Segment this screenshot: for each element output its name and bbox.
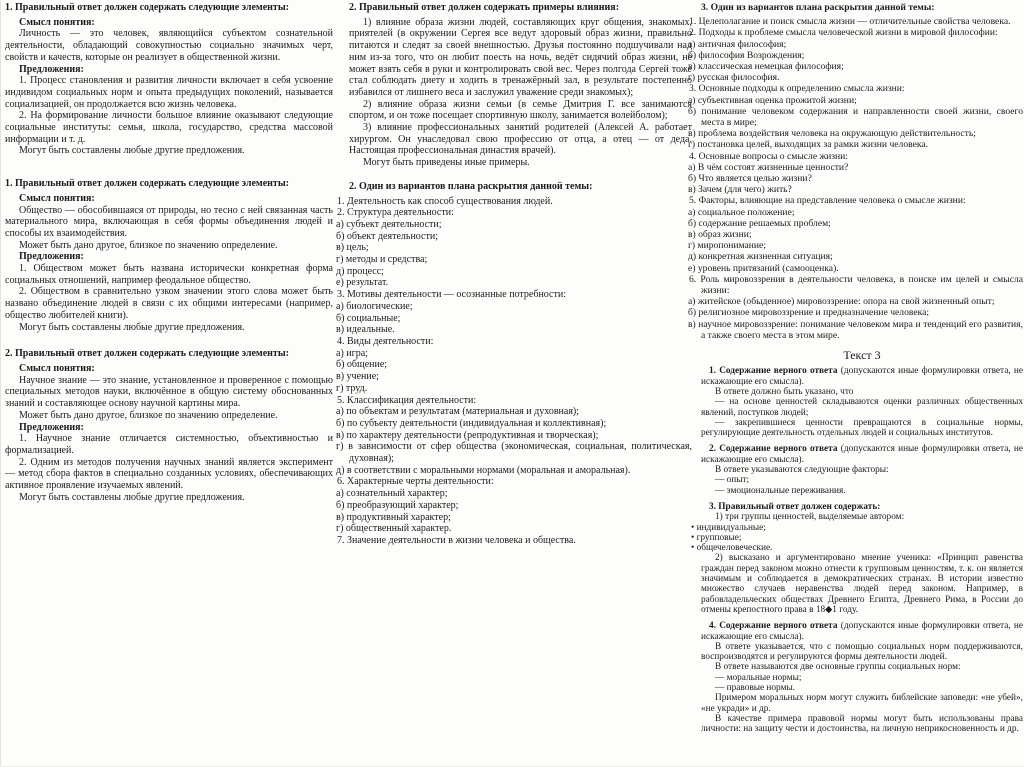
paragraph: Могут быть приведены иные примеры. xyxy=(363,157,530,169)
paragraph: Примером моральных норм могут служить библейские заповеди: «не убей», «не укради» и др. xyxy=(701,693,1023,714)
list-item-level1: 2. Подходы к проблеме смысла человеческой жизни в мировой философии: xyxy=(689,27,998,39)
paragraph: В ответе называются две основные группы социальных норм: xyxy=(715,662,961,673)
section-heading: 2. Правильный ответ должен содержать следующие элементы: xyxy=(5,348,289,360)
bold-run: 2. Содержание верного ответа xyxy=(709,444,838,455)
paragraph: В качестве примера правовой нормы могут быть использованы права личности: на защиту чести и достоинства, на личную неприкосновенность и др. xyxy=(701,713,1023,735)
bullet-item: • общечеловеческие. xyxy=(691,543,773,554)
list-item-level2: а) В чём состоят жизненные ценности? xyxy=(688,161,849,173)
list-item-level2: в) цель; xyxy=(336,242,369,254)
list-item-level2: д) процесс; xyxy=(336,265,384,277)
paragraph: 1) три группы ценностей, выделяемые автором: xyxy=(715,512,905,523)
list-item-level2: б) содержание решаемых проблем; xyxy=(688,217,831,229)
list-item-level1: 1. Целеполагание и поиск смысла жизни — отличительные свойства человека. xyxy=(689,16,1011,28)
paragraph: 3) влияние профессиональных занятий родителей (Алексей А. работает хирургом. Он унаследовал свою профессию от отца, а отец — от деда. Настоящая профессиональная династия врачей). xyxy=(349,122,692,157)
list-item-level2: а) биологические; xyxy=(336,300,413,312)
paragraph: Научное знание — это знание, установленное и проверенное с помощью специальных методов науки, включённое в общую систему обоснованных знаний и составляющее основу научной картины мира. xyxy=(5,374,333,410)
paragraph: Могут быть составлены любые другие предложения. xyxy=(19,491,245,503)
paragraph: Может быть дано другое, близкое по значению определение. xyxy=(19,409,278,421)
paragraph: Могут быть составлены любые другие предложения. xyxy=(19,145,245,157)
text-block-title: Текст 3 xyxy=(843,348,881,363)
list-item-level2: в) Зачем (для чего) жить? xyxy=(688,184,792,196)
paragraph: 2) высказано и аргументировано мнение ученика: «Принцип равенства граждан перед законом можно отнести к групповым ценностям, т. к. он является значимым и соблюдается в демократических странах. В истории известно множество случаев неравенства людей перед законом. Например, в рабовладельческих обществах Древнего Египта, Древнего Рима, в России до отмены крепостного права в 18◆1 году. xyxy=(701,553,1023,615)
list-item-level2: д) в соответствии с моральными нормами (моральная и аморальная). xyxy=(336,464,631,476)
paragraph: — моральные нормы; xyxy=(715,672,802,683)
list-item-level1: 4. Виды деятельности: xyxy=(337,335,434,347)
list-item-level1: 5. Факторы, влияющие на представление человека о смысле жизни: xyxy=(689,195,966,207)
paragraph: 2. Одним из методов получения научных знаний является эксперимент — метод сбора фактов в специально созданных условиях, обеспечивающих активное проявление изучаемых явлений. xyxy=(5,456,333,492)
list-item-level2: г) общественный характер. xyxy=(336,523,452,535)
paragraph: — на основе ценностей складываются оценки различных общественных явлений, поступков людей; xyxy=(701,397,1023,418)
list-item-level2: г) постановка целей, выходящих за рамки жизни человека. xyxy=(688,139,929,151)
list-item-level2: б) по субъекту деятельности (индивидуальная и коллективная); xyxy=(336,417,607,429)
list-item-level2: е) уровень притязаний (самооценка). xyxy=(688,262,839,274)
paragraph: 2. Обществом в сравнительно узком значении этого слова может быть названо объединение людей в связи с их общими интересами (например, общество любителей книги). xyxy=(5,286,333,321)
subheading: Предложения: xyxy=(19,63,84,75)
answer-heading-paragraph: 4. Содержание верного ответа (допускаются иные формулировки ответа, не искажающие его смысла). xyxy=(701,621,1023,642)
bold-run: 1. Содержание верного ответа xyxy=(709,366,838,377)
paragraph: Личность — это человек, являющийся субъектом сознательной деятельности, обладающий совокупностью социально значимых черт, свойств и качеств, которые он реализует в общественной жизни. xyxy=(5,28,333,63)
section-heading: 2. Правильный ответ должен содержать примеры влияния: xyxy=(349,2,620,13)
paragraph: — правовые нормы. xyxy=(715,683,796,693)
answer-heading: 3. Правильный ответ должен содержать: xyxy=(709,501,881,512)
list-item-level2: а) житейское (обыденное) мировоззрение: опора на свой жизненный опыт; xyxy=(688,296,995,308)
list-item-level2: в) проблема воздействия человека на окружающую действительность; xyxy=(688,128,976,140)
list-item-level2: а) сознательный характер; xyxy=(336,488,448,500)
list-item-level2: в) учение; xyxy=(336,371,379,383)
list-item-level2: а) субъективная оценка прожитой жизни; xyxy=(688,94,857,106)
paragraph: 1) влияние образа жизни людей, составляющих круг общения, знакомых, приятелей (в окружении Сергея все ведут здоровый образ жизни, правильно питаются и следят за своей внешностью. Друзья постоянно подшучивали над ним из-за того, что он любит поесть на ночь, ведёт сидячий образ жизни, не может взять себя в руки и контролировать свой вес. Через полгода Сергей тоже стал соблюдать диету и ходить в тренажёрный зал, в результате постепенно избавился от лишнего веса и заслужил уважение среди знакомых); xyxy=(349,16,692,98)
list-item-level2: б) общение; xyxy=(336,359,388,371)
section-heading: 2. Один из вариантов плана раскрытия данной темы: xyxy=(349,180,593,192)
list-item-level2: а) по объектам и результатам (материальная и духовная); xyxy=(336,406,580,418)
paragraph: Может быть дано другое, близкое по значению определение. xyxy=(19,239,278,251)
list-item-level2: в) классическая немецкая философия; xyxy=(688,61,844,73)
list-item-level2: в) продуктивный характер; xyxy=(336,511,451,523)
answer-section xyxy=(691,348,1023,735)
list-item-level2: а) античная философия; xyxy=(688,38,787,50)
subheading: Предложения: xyxy=(19,421,84,433)
subheading: Смысл понятия: xyxy=(19,192,95,204)
paragraph: 1. Научное знание отличается системностью, объективностью и формализацией. xyxy=(5,433,333,456)
subheading: Смысл понятия: xyxy=(19,16,95,28)
list-item-level2: б) объект деятельности; xyxy=(336,230,438,242)
middle-column xyxy=(336,2,692,547)
list-item-level2: б) Что является целью жизни? xyxy=(688,173,812,185)
paragraph: 1. Обществом может быть названа исторически конкретная форма социальных отношений, например феодальное общество. xyxy=(5,263,333,286)
list-item-level2: б) преобразующий характер; xyxy=(336,499,459,511)
list-item-level2: б) религиозное мировоззрение и предназначение человека; xyxy=(688,307,930,319)
paragraph: Общество — обособившаяся от природы, но тесно с ней связанная часть материального мира, включающая в себя формы объединения людей и способы их взаимодействия. xyxy=(5,204,333,239)
right-column xyxy=(688,2,1023,735)
answer-section xyxy=(688,2,1023,341)
list-item-level1: 4. Основные вопросы о смысле жизни: xyxy=(689,150,848,162)
list-item-level1: 1. Деятельность как способ существования людей. xyxy=(337,195,553,207)
paragraph: В ответе указываются следующие факторы: xyxy=(715,465,889,476)
list-item-level2: г) миропонимание; xyxy=(688,240,766,252)
list-item-level2: в) образ жизни; xyxy=(688,229,752,241)
answer-heading-paragraph: 2. Содержание верного ответа (допускаются иные формулировки ответа, не искажающие его смысла). xyxy=(701,444,1023,465)
list-item-level2: а) игра; xyxy=(336,347,368,359)
answer-section xyxy=(336,180,692,547)
list-item-level2: г) методы и средства; xyxy=(336,254,428,266)
list-item-level2: а) социальное положение; xyxy=(688,206,795,218)
list-item-level2: е) результат. xyxy=(336,277,389,289)
paragraph: 2) влияние образа жизни семьи (в семье Дмитрия Г. все занимаются спортом, и он тоже посещает спортивную школу, занимается волейболом); xyxy=(349,98,692,122)
list-item-level2: д) конкретная жизненная ситуация; xyxy=(688,251,833,263)
list-item-level2: б) понимание человеком содержания и направленности своей жизни, своего места в мире; xyxy=(688,105,1023,129)
paragraph: 1. Процесс становления и развития личности включает в себя усвоение индивидом социальных норм и опыта предыдущих поколений, называется социализацией, он продолжается всю жизнь человека. xyxy=(5,75,333,110)
list-item-level2: г) труд. xyxy=(336,382,368,394)
list-item-level1: 5. Классификация деятельности: xyxy=(337,394,477,406)
list-item-level2: г) в зависимости от сфер общества (экономическая, социальная, политическая, духовная); xyxy=(336,441,692,465)
section-heading: 1. Правильный ответ должен содержать следующие элементы: xyxy=(5,2,289,13)
answer-section xyxy=(5,2,333,157)
subheading: Смысл понятия: xyxy=(19,362,95,374)
paragraph: — эмоциональные переживания. xyxy=(715,485,846,496)
list-item-level1: 3. Мотивы деятельности — осознанные потребности: xyxy=(337,289,566,301)
list-item-level1: 6. Характерные черты деятельности: xyxy=(337,476,494,488)
list-item-level2: в) научное мировоззрение: понимание человеком мира и тенденций его развития, а также своего места в этом мире. xyxy=(688,318,1023,341)
list-item-level2: а) субъект деятельности; xyxy=(336,218,442,230)
list-item-level1: 2. Структура деятельности: xyxy=(337,207,454,219)
list-item-level1: 6. Роль мировоззрения в деятельности человека, в поиске им целей и смысла жизни: xyxy=(689,273,1023,297)
list-item-level1: 7. Значение деятельности в жизни человека и общества. xyxy=(337,534,576,546)
paragraph: 2. На формирование личности большое влияние оказывают следующие социальные институты: семья, школа, государство, средства массовой информации и т. д. xyxy=(5,110,333,145)
paragraph: Могут быть составлены любые другие предложения. xyxy=(19,321,245,333)
paragraph: — закрепившиеся ценности превращаются в социальные нормы, регулирующие деятельность отдельных людей и социальных институтов. xyxy=(701,417,1023,439)
list-item-level2: в) по характеру деятельности (репродуктивная и творческая); xyxy=(336,429,599,441)
bullet-item: • групповые; xyxy=(691,532,742,543)
subheading: Предложения: xyxy=(19,251,84,263)
bold-run: 4. Содержание верного ответа xyxy=(709,621,838,632)
list-item-level2: в) идеальные. xyxy=(336,324,395,336)
bullet-item: • индивидуальные; xyxy=(691,522,766,533)
list-item-level1: 3. Основные подходы к определению смысла жизни: xyxy=(689,83,905,95)
list-item-level2: г) русская философия. xyxy=(688,72,780,84)
answer-section xyxy=(5,348,333,503)
list-item-level2: б) философия Возрождения; xyxy=(688,49,805,61)
paragraph: В ответе должно быть указано, что xyxy=(715,386,854,397)
paragraph: В ответе указывается, что с помощью социальных норм поддерживаются, воспроизводятся и регулируются формы деятельности людей. xyxy=(701,641,1023,663)
list-item-level2: б) социальные; xyxy=(336,312,401,324)
answer-section xyxy=(5,178,333,333)
section-heading: 3. Один из вариантов плана раскрытия данной темы: xyxy=(701,2,935,13)
answer-heading-paragraph: 1. Содержание верного ответа (допускаются иные формулировки ответа, не искажающие его смысла). xyxy=(701,366,1023,387)
answer-section xyxy=(349,2,692,169)
left-column xyxy=(5,2,333,503)
section-heading: 1. Правильный ответ должен содержать следующие элементы: xyxy=(5,178,289,190)
paragraph: — опыт; xyxy=(715,475,750,486)
